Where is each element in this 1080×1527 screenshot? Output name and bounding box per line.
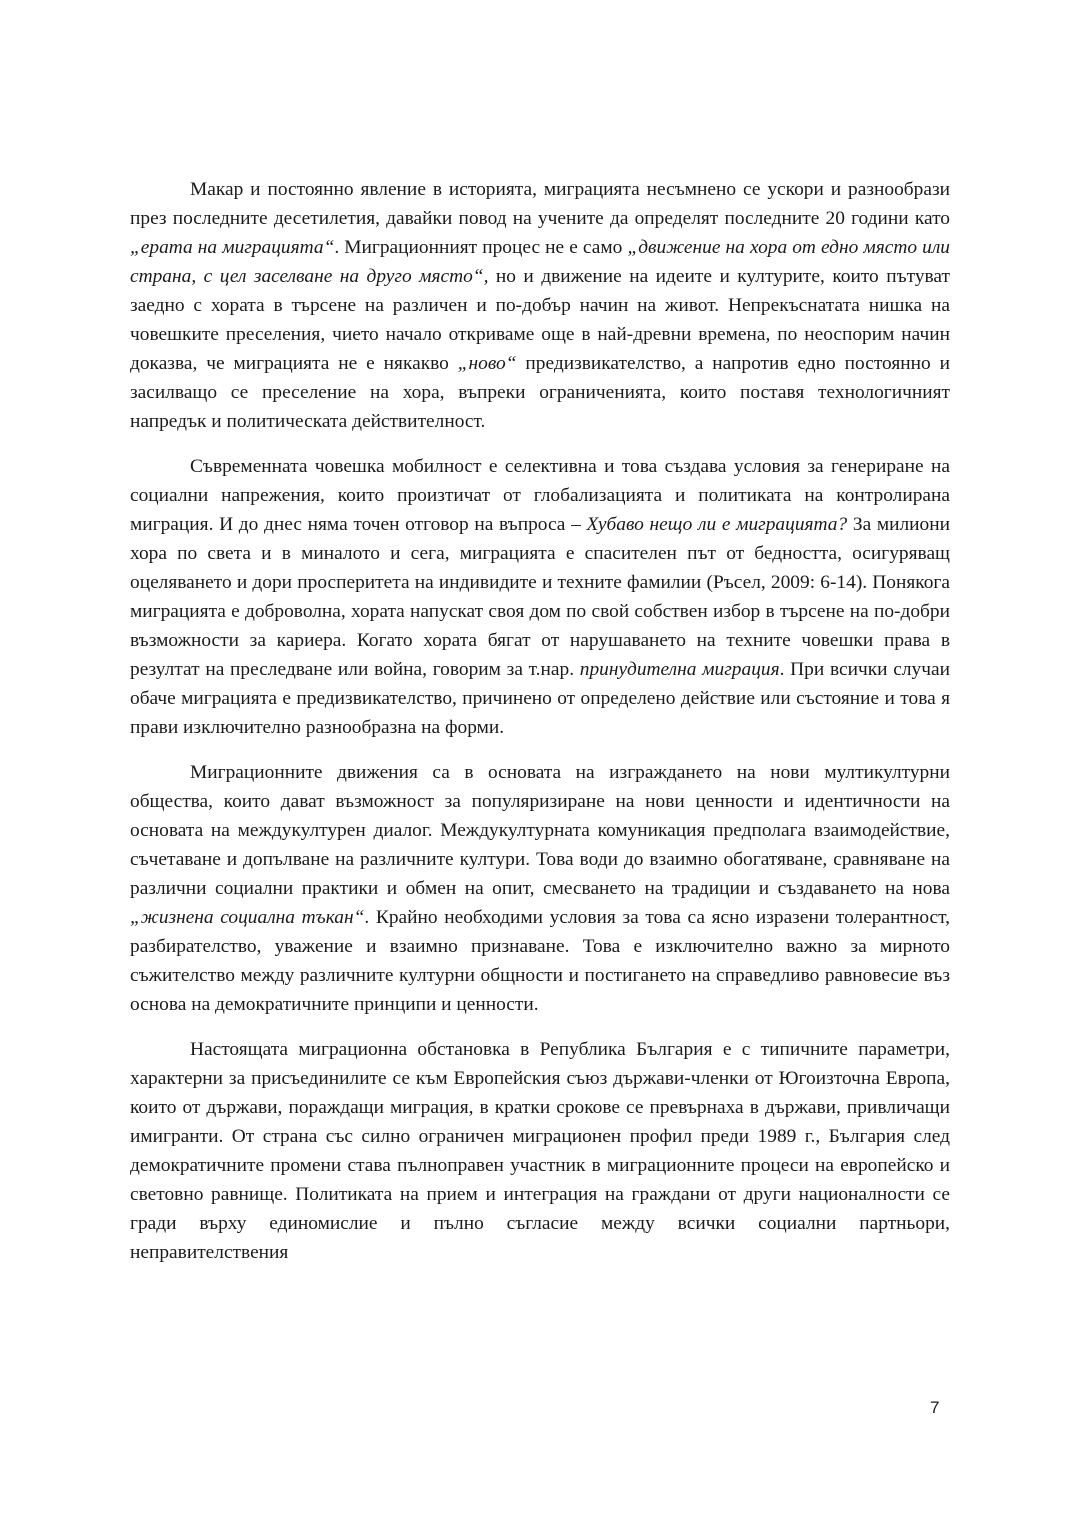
quoted-definition: „движение на хора от едно място или страна, с цел заселване на друго място“, — [130, 237, 950, 287]
paragraph-3 — [130, 758, 950, 1019]
text-segment: . Крайно необходими условия за това са ясно изразени толерантност, разбирателство, уважение и взаимно признаване. Това е изключително важно за мирното съжителство между различните културни общности и постигането на справедливо равновесие въз основа на демократичните принципи и ценности. — [130, 907, 950, 1015]
text-segment: предизвикателство, а напротив едно постоянно и засилващо се преселение на хора, въпреки ограниченията, които поставя технологичният напредък и политическата действителност. — [130, 353, 951, 432]
quoted-term: „ново“ — [457, 353, 517, 374]
page-number: 7 — [930, 1398, 940, 1417]
paragraph-2 — [130, 452, 950, 742]
text-segment: Настоящата миграционна обстановка в Република България е с типичните параметри, характерни за присъединилите се към Европейския съюз държави-членки от Югоизточна Европа, които от държави, пораждащи миграция, в кратки срокове се превърнаха в държави, привличащи имигранти. От страна със силно ограничен миграционен профил преди 1989 г., България след демократичните промени става пълноправен участник в миграционните процеси на европейско и световно равнище. Политиката на прием и интеграция на граждани от други националности се гради върху единомислие и пълно съгласие между всички социални партньори, неправителствения — [130, 1039, 950, 1263]
body-text — [130, 175, 950, 1283]
text-segment: но и движение на идеите и културите, които пътуват заедно с хората в търсене на различен и по-добър начин на живот. Непрекъснатата нишка на човешките преселения, чието начало откриваме още в най-древни времена, по неоспорим начин доказва, че миграцията не е някакво — [130, 266, 950, 374]
paragraph-1 — [130, 175, 950, 436]
italic-question: Хубаво нещо ли е миграцията? — [586, 514, 848, 535]
text-segment: Миграционните движения са в основата на изграждането на нови мултикултурни общества, които дават възможност за популяризиране на нови ценности и идентичности на основата на междукултурен диалог. Междукултурната комуникация предполага взаимодействие, съчетаване и допълване на различните култури. Това води до взаимно обогатяване, сравняване на различни социални практики и обмен на опит, смесването на традиции и създаването на нова — [130, 762, 950, 899]
text-segment: . Миграционният процес не е само — [334, 237, 628, 258]
text-segment: Съвременната човешка мобилност е селективна и това създава условия за генериране на социални напрежения, които произтичат от глобализацията и политиката на контролирана миграция. И до днес няма точен отговор на въпроса – — [130, 456, 950, 535]
italic-term: принудителна миграция — [579, 659, 780, 680]
text-segment: Макар и постоянно явление в историята, миграцията несъмнено се ускори и разнообрази през последните десетилетия, давайки повод на учените да определят последните 20 години като — [130, 179, 950, 229]
quoted-term: „жизнена социална тъкан“ — [130, 907, 365, 928]
text-segment: За милиони хора по света и в миналото и сега, миграцията е спасителен път от бедността, осигуряващ оцеляването и дори просперитета на индивидите и техните фамилии (Ръсел, 2009: 6-14). Понякога миграцията е доброволна, хората напускат своя дом по свой собствен избор в търсене на по-добри възможности за кариера. Когато хората бягат от нарушаването на техните човешки права в резултат на преследване или война, говорим за т.нар. — [130, 514, 950, 680]
text-segment: . При всички случаи обаче миграцията е предизвикателство, причинено от определено действие или състояние и това я прави изключително разнообразна на форми. — [130, 659, 950, 738]
paragraph-4 — [130, 1035, 950, 1267]
quoted-term: „ерата на миграцията“ — [130, 237, 335, 258]
